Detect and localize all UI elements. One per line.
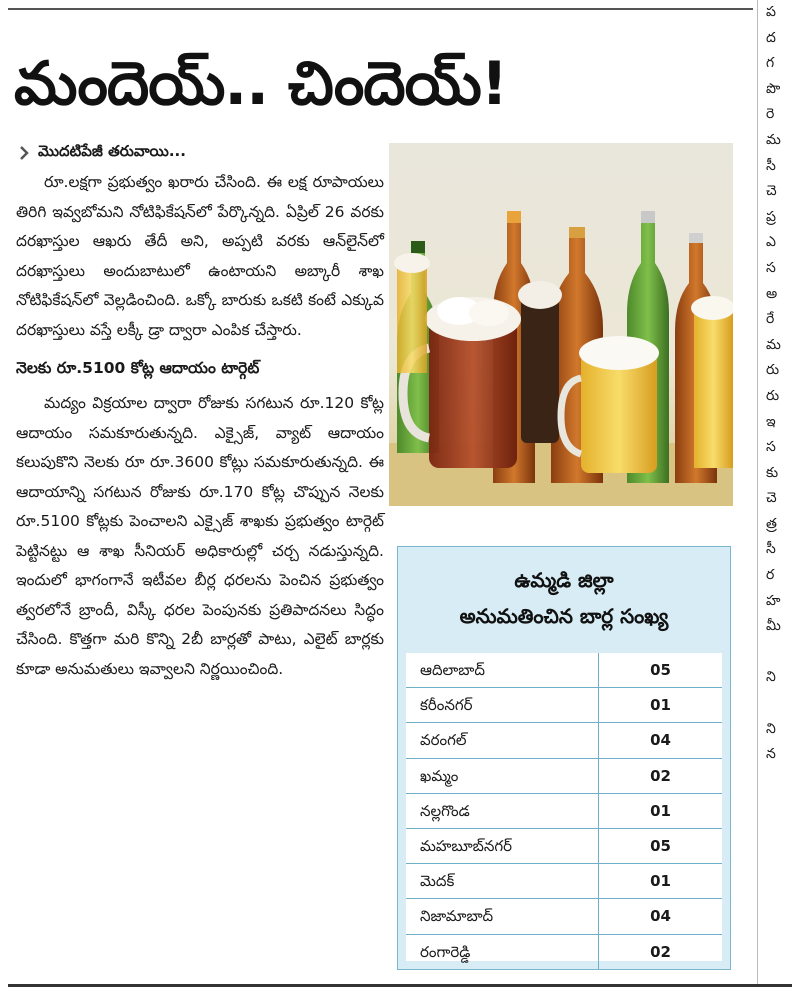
table-row <box>406 723 722 758</box>
table-row <box>406 688 722 723</box>
fragment-line: ఇ <box>766 413 776 430</box>
subhead-text: మొదటిపేజీ తరువాయి... <box>38 142 186 160</box>
bottom-rule <box>8 984 792 987</box>
fragment-line <box>766 640 800 666</box>
bar-count: 02 <box>650 766 671 785</box>
bar-count: 04 <box>650 731 671 750</box>
bar-count-table <box>397 546 731 970</box>
table-row <box>406 899 722 934</box>
chevron-right-icon <box>16 145 32 161</box>
fragment-line: మ <box>766 131 781 148</box>
table-title-line-2: అనుమతించిన బార్ల సంఖ్య <box>459 604 669 628</box>
fragment-line: రు <box>766 362 780 379</box>
district-name: కరీంనగర్‌ <box>406 688 599 722</box>
fragment-line: ని <box>766 720 776 737</box>
section-heading: నెలకు రూ.5100 కోట్ల ఆదాయం టార్గెట్‌ <box>16 359 260 377</box>
bar-count: 04 <box>650 907 671 926</box>
fragment-line: గ <box>766 55 775 72</box>
table-row <box>406 829 722 864</box>
article-body <box>16 142 384 684</box>
table-title <box>398 547 730 649</box>
fragment-line: చె <box>766 183 777 200</box>
district-name: ఖమ్మం <box>406 759 599 793</box>
bar-count: 02 <box>650 942 671 961</box>
district-name: వరంగల్‌ <box>406 723 599 757</box>
bar-count: 05 <box>650 661 671 679</box>
adjacent-column-fragment <box>766 0 800 768</box>
district-name: మహబూబ్‌నగర్‌ <box>406 829 599 863</box>
paragraph-1: రూ.లక్షగా ప్రభుత్వం ఖరారు చేసింది. ఈ లక్ష రూపాయలు తిరిగి ఇవ్వబోమని నోటిఫికేషన్‌లో పేర్కొన్నది. ఏప్రిల్‌ 26 వరకు దరఖాస్తుల ఆఖరు తేదీ అని, అప్పటి వరకు ఆన్‌లైన్‌లో దరఖాస్తులు అందుబాటులో ఉంటాయని అబ్కారీ శాఖ నోటిఫికేషన్‌లో వెల్లడించింది. ఒక్కో బారుకు ఒకటి కంటే ఎక్కువ దరఖాస్తులు వస్తే లక్కీ డ్రా ద్వారా ఎంపిక చేస్తారు. <box>16 173 384 339</box>
table-rows <box>406 653 722 961</box>
district-name: నల్లగొండ <box>406 794 599 828</box>
fragment-line: మీ <box>766 618 781 635</box>
table-row <box>406 653 722 688</box>
paragraph-2: మద్యం విక్రయాల ద్వారా రోజుకు సగటున రూ.120 కోట్ల ఆదాయం సమకూరుతున్నది. ఎక్సైజ్‌, వ్యాట్‌ ఆదాయం కలుపుకొని నెలకు రూ రూ.3600 కోట్లు సమకూరుతున్నది. ఈ ఆదాయాన్ని సగటున రోజుకు రూ.170 కోట్ల చొప్పున నెలకు రూ.5100 కోట్లకు పెంచాలని ఎక్సైజ్‌ శాఖకు ప్రభుత్వం టార్గెట్‌ పెట్టినట్టు ఆ శాఖ సీనియర్‌ అధికారుల్లో చర్చ నడుస్తున్నది. ఇందులో భాగంగానే ఇటీవల బీర్ల ధరలను పెంచిన ప్రభుత్వం త్వరలోనే బ్రాందీ, విస్కీ ధరల పెంపునకు ప్రతిపాదనలు సిద్ధం చేసింది. కొత్తగా మరి కొన్ని 2బీ బార్లతో పాటు, ఎలైట్‌ బార్లకు కూడా అనుమతులు ఇవ్వాలని నిర్ణయించింది. <box>16 394 384 678</box>
bar-count: 01 <box>650 872 671 891</box>
fragment-line: పొ <box>766 80 781 97</box>
district-name: మెదక్‌ <box>406 864 599 898</box>
district-name: రంగారెడ్డి <box>406 935 599 969</box>
table-row <box>406 935 722 969</box>
continuation-subhead <box>16 142 384 164</box>
table-row <box>406 794 722 829</box>
fragment-line: కు <box>766 464 779 481</box>
district-name: నిజామాబాద్‌ <box>406 899 599 933</box>
fragment-line: సీ <box>766 157 776 174</box>
fragment-line: హ <box>766 592 781 609</box>
fragment-line: మ <box>766 336 781 353</box>
fragment-line: ని <box>766 669 776 686</box>
fragment-line: రె <box>766 106 775 123</box>
fragment-line: అ <box>766 285 778 302</box>
bar-count: 05 <box>650 836 671 855</box>
column-divider <box>757 0 758 985</box>
fragment-line: ప్ర <box>766 208 776 225</box>
fragment-line: న <box>766 746 776 763</box>
fragment-line: చె <box>766 490 777 507</box>
table-row <box>406 864 722 899</box>
fragment-line <box>766 691 800 717</box>
fragment-line: ద <box>766 29 776 46</box>
fragment-line: త్ర <box>766 515 777 532</box>
bar-count: 01 <box>650 801 671 820</box>
fragment-line: ప <box>766 4 776 20</box>
fragment-line: ర <box>766 567 775 584</box>
beer-illustration <box>389 143 733 506</box>
district-name: ఆదిలాబాద్‌ <box>406 653 599 687</box>
fragment-line: రే <box>766 311 775 328</box>
table-title-line-1: ఉమ్మడి జిల్లా <box>514 568 614 592</box>
headline: మందెయ్‌.. చిందెయ్‌! <box>14 49 508 119</box>
fragment-line: రు <box>766 387 780 404</box>
bar-count: 01 <box>650 696 671 715</box>
beer-bottles-photo <box>389 143 733 506</box>
fragment-line: స <box>766 259 776 276</box>
fragment-line: సీ <box>766 541 776 558</box>
fragment-line: స <box>766 439 776 456</box>
table-row <box>406 759 722 794</box>
fragment-line: ఎ <box>766 234 776 251</box>
top-rule <box>8 8 753 10</box>
